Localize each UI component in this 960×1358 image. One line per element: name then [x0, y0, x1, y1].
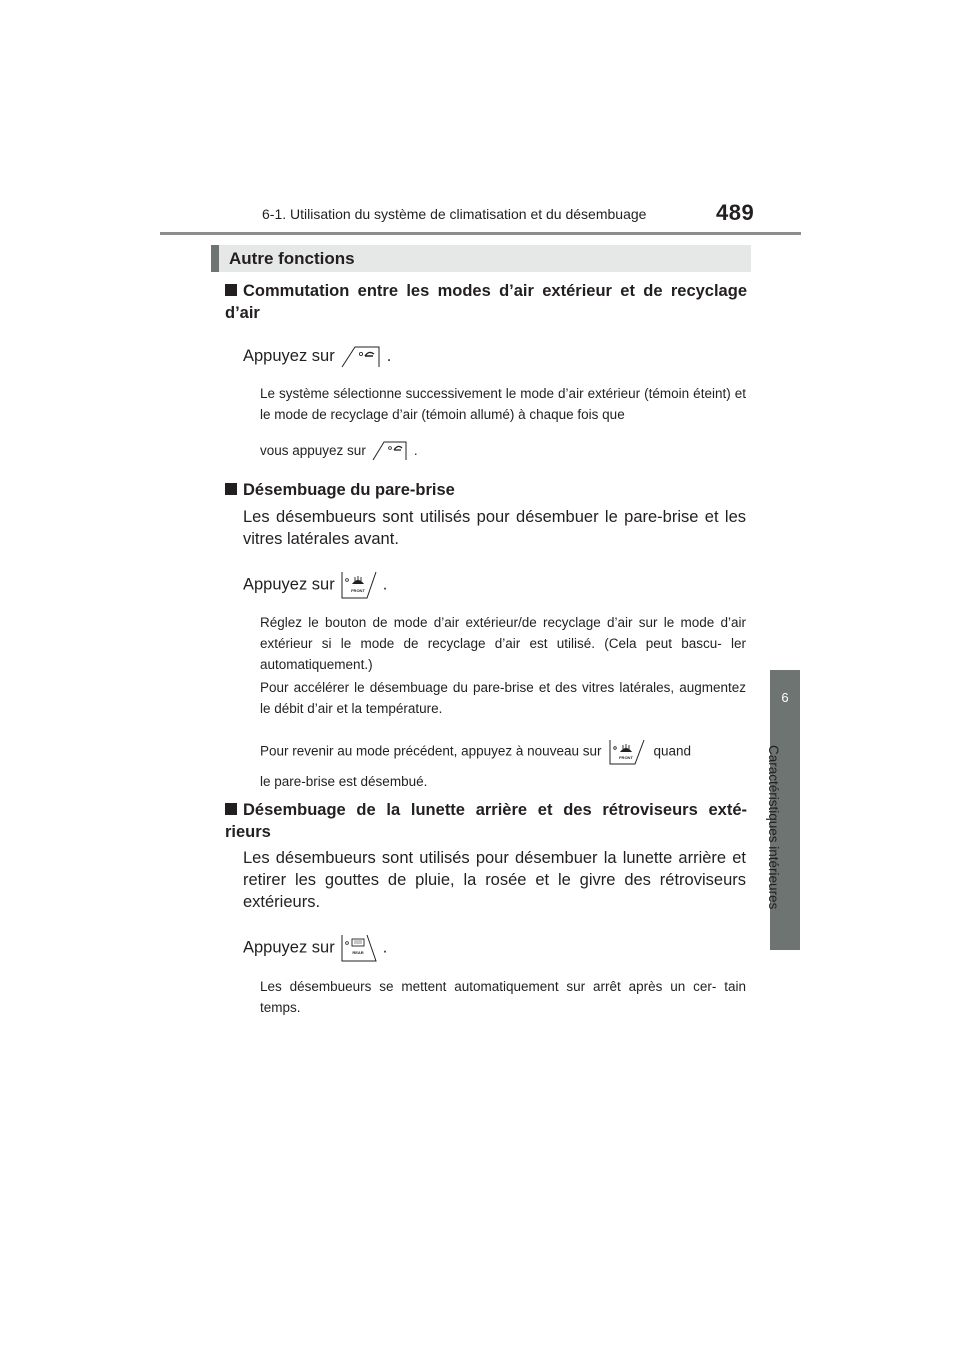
note-front-defrost-3: Pour revenir au mode précédent, appuyez à nouveau sur FRONT quand: [260, 739, 746, 765]
chapter-tab-title: Caractéristiques intérieures: [766, 745, 781, 910]
bullet-square-icon: [225, 284, 237, 296]
note-recirculation: Le système sélectionne successivement le mode d’air extérieur (témoin éteint) et le mode de recyclage d’air (témoin allumé) à chaque fois que: [260, 386, 746, 422]
section-title: Autre fonctions: [229, 249, 355, 268]
front-defroster-icon: [609, 739, 645, 765]
svg-text:FRONT: FRONT: [619, 755, 634, 760]
instruction-rear-defrost: Appuyez sur REAR .: [243, 934, 746, 962]
note-rear-defrost: Les désembueurs se mettent automatiquement sur arrêt après un cer- tain temps.: [260, 979, 746, 1015]
heading-recirculation: Commutation entre les modes d’air extérieur et de recyclage d’air: [225, 282, 747, 322]
page-number: 489: [716, 200, 755, 225]
note-recirculation-line2: vous appuyez sur .: [260, 440, 746, 461]
note-front-defrost-2: Pour accélérer le désembuage du pare-brise et des vitres latérales, augmentez le débit d’air et la température.: [260, 680, 746, 716]
header-divider: [160, 232, 801, 235]
chapter-tab-number: 6: [781, 690, 789, 705]
rear-defroster-icon: [341, 934, 377, 962]
bullet-square-icon: [225, 483, 237, 495]
svg-text:FRONT: FRONT: [350, 588, 365, 593]
heading-front-defrost: Désembuage du pare-brise: [225, 479, 747, 501]
running-header: 6-1. Utilisation du système de climatisation et du désembuage: [262, 206, 647, 222]
svg-text:REAR: REAR: [352, 950, 364, 955]
instruction-recirculation: Appuyez sur .: [243, 345, 746, 368]
section-heading-bar: [211, 245, 751, 272]
instruction-front-defrost: Appuyez sur FRONT .: [243, 571, 746, 599]
note-front-defrost-3-line2: le pare-brise est désembué.: [260, 774, 428, 789]
air-recirculation-icon: [372, 441, 408, 461]
note-front-defrost-1: Réglez le bouton de mode d’air extérieur/de recyclage d’air sur le mode d’air extérieur si le mode de recyclage d’air est utilisé. (Cela peut bascu- ler automatiquement.): [260, 615, 746, 672]
front-defroster-icon: [341, 571, 377, 599]
body-front-defrost: Les désembueurs sont utilisés pour désembuer le pare-brise et les vitres latérales avant.: [243, 508, 746, 548]
bullet-square-icon: [225, 803, 237, 815]
heading-rear-defrost: Désembuage de la lunette arrière et des rétroviseurs exté- rieurs: [225, 801, 747, 841]
body-rear-defrost: Les désembueurs sont utilisés pour désembuer la lunette arrière et retirer les gouttes de pluie, la rosée et le givre des rétroviseurs extérieurs.: [243, 849, 746, 911]
air-recirculation-icon: [341, 346, 381, 368]
